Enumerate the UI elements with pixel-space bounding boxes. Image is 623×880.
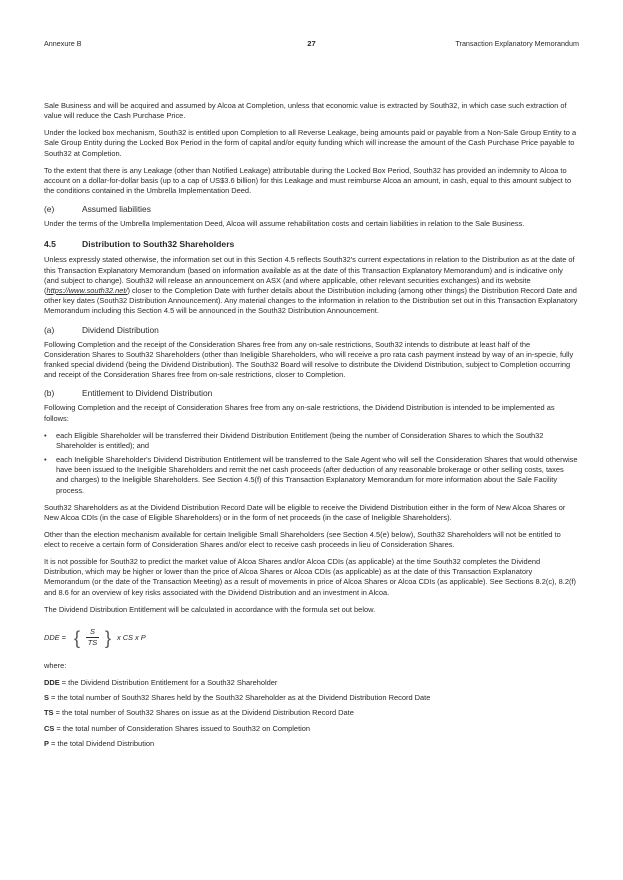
header-document-title: Transaction Explanatory Memorandum: [455, 39, 579, 48]
definition-item: [44, 678, 578, 688]
page-body: [44, 101, 578, 754]
list-item: • each Eligible Shareholder will be transferred their Dividend Distribution Entitlement (being the number of Consideration Shares to which the South32 Shareholder is entitled); and: [44, 431, 578, 451]
south32-website-link[interactable]: https://www.south32.net/: [46, 286, 128, 296]
paragraph: It is not possible for South32 to predict the market value of Alcoa Shares and/or Alcoa CDIs (as applicable) at the time South32 completes the Dividend Distribution, which may be higher or lower than the price of Alcoa Shares or Alcoa CDIs (as applicable) as at the date of this Transaction Explanatory Memorandum (or the date of the Transaction Meeting) as a result of movements in price of Alcoa Shares or Alcoa CDIs (as applicable). See Sections 8.2(c), 8.2(f) and 8.6 for an overview of key risks associated with the Dividend Distribution and an investment in Alcoa.: [44, 557, 577, 597]
definition-text: = the Dividend Distribution Entitlement for a South32 Shareholder: [59, 677, 278, 687]
dde-formula: [44, 625, 578, 651]
page-header: [44, 39, 579, 51]
section-heading-b: [44, 388, 578, 399]
definition-term: S: [44, 693, 49, 703]
definition-item: [44, 693, 578, 703]
paragraph: Following Completion and the receipt of the Consideration Shares free from any on-sale restrictions, South32 intends to distribute at least half of the Consideration Shares to South32 Shareholders (other than Ineligible Shareholders, who will receive a pro rata cash payment instead by way of an in-specie, fully franked special dividend (being the Dividend Distribution). The South32 Board will resolve to distribute the Dividend Distribution, subject to Completion occurring and receipt of the Consideration Shares free from on-sale restrictions, closer to Completion.: [44, 339, 574, 380]
brace-close: }: [104, 627, 111, 648]
paragraph: Under the locked box mechanism, South32 is entitled upon Completion to all Reverse Leakage, being amounts paid or payable from a Non-Sale Group Entity to a Sale Group Entity during the Locked Box Period in the form of capital and/or equity funding which will increase the amount of the Cash Purchase Price payable to South32 at Completion.: [44, 128, 577, 158]
formula-rhs: x CS x P: [116, 632, 146, 642]
paragraph: Under the terms of the Umbrella Implementation Deed, Alcoa will assume rehabilitation costs and certain liabilities in relation to the Sale Business.: [44, 219, 525, 229]
definition-text: = the total number of Consideration Shares issued to South32 on Completion: [54, 723, 311, 733]
section-heading-a: [44, 325, 578, 336]
header-annexure: Annexure B: [44, 39, 82, 48]
formula-lhs: DDE =: [44, 632, 66, 642]
section-title: Entitlement to Dividend Distribution: [82, 388, 213, 399]
paragraph: To the extent that there is any Leakage (other than Notified Leakage) attributable during the Locked Box Period, South32 has provided an indemnity to Alcoa to account on a dollar-for-dollar basis (up to a cap of US$3.6 billion) for this Leakage and must reimburse Alcoa an amount, in cash, equal to this amount subject to the conditions contained in the Umbrella Implementation Deed.: [44, 165, 572, 196]
section-heading-e: [44, 204, 578, 215]
paragraph: Following Completion and the receipt of Consideration Shares free from any on-sale restrictions, the Dividend Distribution is intended to be implemented as follows:: [44, 403, 555, 423]
section-title: Dividend Distribution: [82, 324, 159, 335]
definition-text: = the total Dividend Distribution: [48, 738, 155, 748]
paragraph: Other than the election mechanism available for certain Ineligible Small Shareholders (see Section 4.5(e) below), South32 Shareholders will not be entitled to elect to receive a certain form of Consideration Shares and/or elect to receive cash proceeds in lieu of Consideration Shares.: [44, 529, 561, 550]
section-number: 4.5: [44, 239, 56, 250]
section-number: (b): [44, 388, 55, 399]
section-title: Distribution to South32 Shareholders: [82, 239, 235, 250]
section-heading-4-5: [44, 239, 578, 250]
paragraph: South32 Shareholders as at the Dividend Distribution Record Date will be eligible to receive the Dividend Distribution either in the form of New Alcoa Shares or New Alcoa CDIs (in the case of Eligible Shareholders) or in the form of net proceeds (in the case of Ineligible Shareholders).: [44, 502, 566, 522]
paragraph: The Dividend Distribution Entitlement will be calculated in accordance with the formula set out below.: [44, 604, 376, 614]
paragraph: [44, 255, 578, 316]
page-number: 27: [307, 39, 316, 48]
definition-term: TS: [44, 708, 54, 718]
fraction-numerator: S: [86, 627, 99, 638]
definition-item: [44, 739, 578, 749]
definition-item: [44, 724, 578, 734]
definition-item: [44, 708, 578, 718]
paragraph-text: Unless expressly stated otherwise, the information set out in this Section 4.5 reflects South32's current expectations in relation to the Distribution as at the date of this Transaction Explanatory Memorandum (based on information available as at the date of this Transaction Explanatory Memorandum) and is indicative only (and subject to change). South32 will release an announcement on ASX (and where applicable, other relevant securities exchanges) and its website (: [44, 255, 575, 296]
paragraph: Sale Business and will be acquired and assumed by Alcoa at Completion, unless that economic value is extracted by South32, in which case such extraction of value will reduce the Cash Purchase Price.: [44, 101, 567, 121]
definition-text: = the total number of South32 Shares on issue as at the Dividend Distribution Record Date: [53, 708, 354, 718]
fraction-denominator: TS: [87, 638, 98, 648]
definition-text: = the total number of South32 Shares held by the South32 Shareholder as at the Dividend Distribution Record Date: [48, 693, 431, 703]
definition-term: CS: [44, 723, 55, 733]
section-number: (a): [44, 324, 55, 335]
brace-open: {: [73, 627, 80, 648]
section-number: (e): [44, 204, 55, 215]
section-title: Assumed liabilities: [82, 204, 151, 215]
definition-term: P: [44, 738, 49, 748]
bullet-list: [44, 431, 578, 496]
formula-fraction: [86, 627, 99, 648]
definition-term: DDE: [44, 677, 60, 687]
list-item: • each Ineligible Shareholder's Dividend Distribution Entitlement will be transferred to the Sale Agent who will sell the Consideration Shares that would otherwise have been issued to the Ineligible Shareholders and remit the net cash proceeds (after deduction of any reasonable brokerage or other selling costs, taxes and charges) to the Ineligible Shareholders. See Section 4.5(f) of this Transaction Explanatory Memorandum for more information about the Sale Facility process.: [44, 455, 578, 496]
paragraph-text: ) closer to the Completion Date with further details about the Distribution including (among other things) the Distribution Record Date and other key dates (South32 Distribution Announcement). Any material changes to the information in relation to the Distribution set out in this Transaction Explanatory Memorandum including this Section 4.5 will be announced in the South32 Distribution Announcement.: [44, 286, 578, 316]
where-label: where:: [44, 660, 67, 670]
